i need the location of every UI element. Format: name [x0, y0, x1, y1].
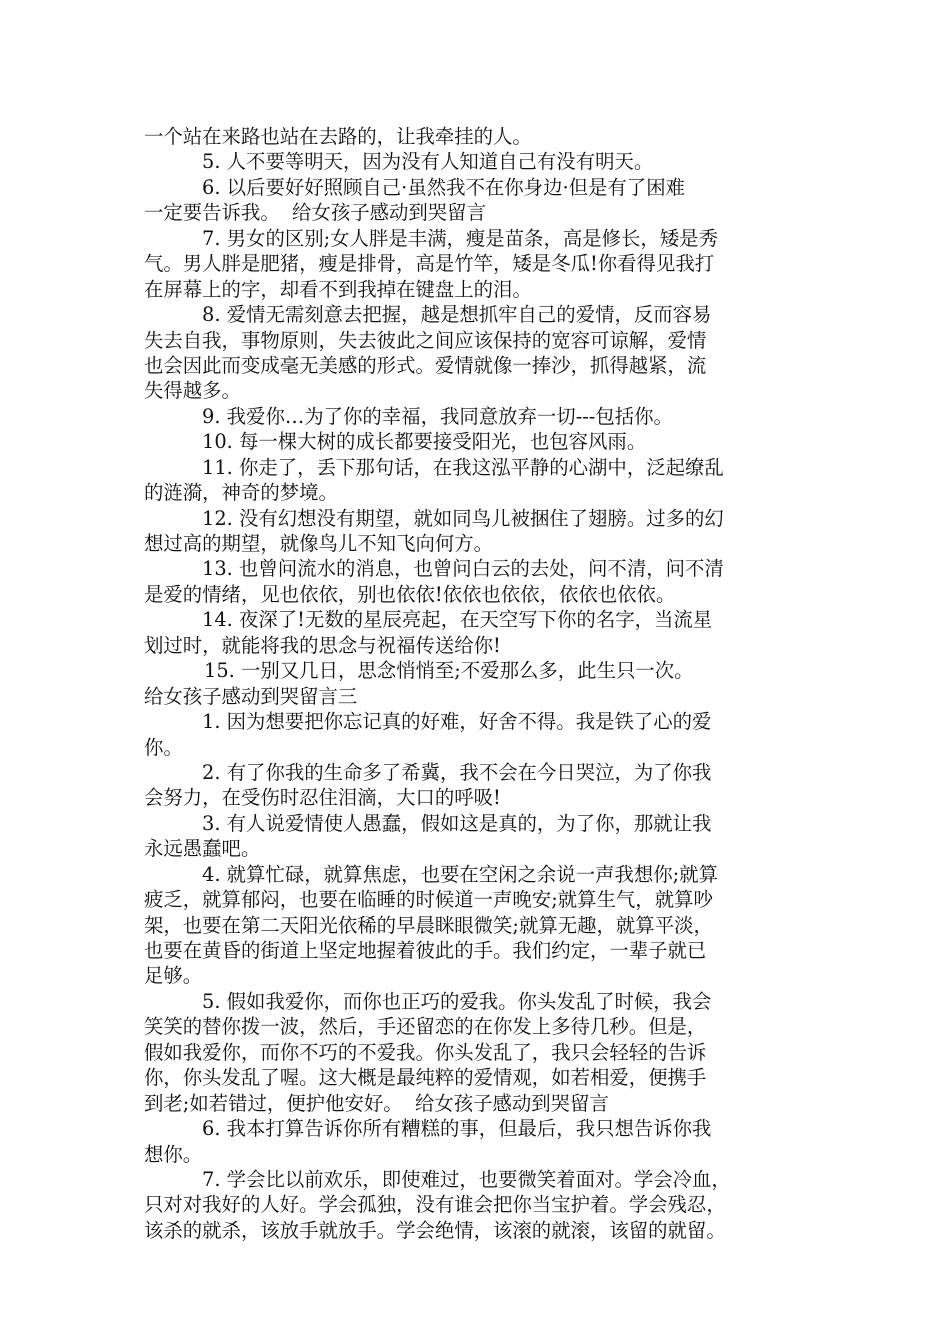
text-line: 一定要告诉我。 给女孩子感动到哭留言	[144, 201, 486, 225]
text-line: 假如我爱你，而你不巧的不爱我。你头发乱了，我只会轻轻的告诉	[144, 1040, 707, 1064]
text-line: 13. 也曾问流水的消息，也曾问白云的去处，问不清，问不清	[202, 557, 724, 581]
text-line: 12. 没有幻想没有期望，就如同鸟儿被捆住了翅膀。过多的幻	[202, 506, 724, 530]
text-line: 给女孩子感动到哭留言三	[144, 684, 358, 708]
text-line: 足够。	[144, 964, 203, 988]
text-line: 架，也要在第二天阳光依稀的早晨眯眼微笑;就算无趣，就算平淡，	[144, 913, 713, 937]
text-line: 笑笑的替你拨一波，然后，手还留恋的在你发上多待几秒。但是，	[144, 1015, 707, 1039]
text-line: 永远愚蠢吧。	[144, 837, 261, 861]
text-line: 4. 就算忙碌，就算焦虑，也要在空闲之余说一声我想你;就算	[202, 862, 718, 886]
text-line: 7. 男女的区别;女人胖是丰满，瘦是苗条，高是修长，矮是秀	[202, 226, 718, 250]
text-line: 想你。	[144, 1142, 203, 1166]
text-line: 5. 假如我爱你，而你也正巧的爱我。你头发乱了时候，我会	[202, 989, 712, 1013]
text-line: 在屏幕上的字，却看不到我掉在键盘上的泪。	[144, 277, 532, 301]
text-line: 5. 人不要等明天，因为没有人知道自己有没有明天。	[202, 150, 654, 174]
text-line: 8. 爱情无需刻意去把握，越是想抓牢自己的爱情，反而容易	[202, 303, 712, 327]
text-line: 3. 有人说爱情使人愚蠢，假如这是真的，为了你，那就让我	[202, 811, 712, 835]
text-line: 1. 因为想要把你忘记真的好难，好舍不得。我是铁了心的爱	[202, 710, 712, 734]
text-line: 9. 我爱你…为了你的幸福，我同意放弃一切---包括你。	[202, 404, 673, 428]
text-line: 失得越多。	[144, 379, 241, 403]
text-line: 14. 夜深了!无数的星辰亮起，在天空写下你的名字，当流星	[202, 608, 713, 632]
document-body	[144, 124, 824, 1243]
text-line: 会努力，在受伤时忍住泪滴，大口的呼吸!	[144, 786, 501, 810]
text-line: 的涟漪，神奇的梦境。	[144, 481, 338, 505]
text-line: 疲乏，就算郁闷，也要在临睡的时候道一声晚安;就算生气，就算吵	[144, 888, 713, 912]
text-line: 7. 学会比以前欢乐，即使难过，也要微笑着面对。学会冷血，	[202, 1167, 731, 1191]
text-line: 失去自我，事物原则，失去彼此之间应该保持的宽容可谅解，爱情	[144, 328, 707, 352]
text-line: 15. 一别又几日，思念悄悄至;不爱那么多，此生只一次。	[204, 659, 694, 683]
text-line: 只对对我好的人好。学会孤独，没有谁会把你当宝护着。学会残忍，	[144, 1193, 726, 1217]
text-line: 10. 每一棵大树的成长都要接受阳光，也包容风雨。	[202, 430, 647, 454]
text-line: 你。	[144, 735, 183, 759]
text-line: 你，你头发乱了喔。这大概是最纯粹的爱情观，如若相爱，便携手	[144, 1066, 707, 1090]
text-line: 该杀的就杀，该放手就放手。学会绝情，该滚的就滚，该留的就留。	[144, 1218, 726, 1242]
text-line: 是爱的情绪，见也依依，别也依依!依依也依依，依依也依依。	[144, 582, 676, 606]
text-line: 2. 有了你我的生命多了希冀，我不会在今日哭泣，为了你我	[202, 760, 712, 784]
text-line: 到老;如若错过，便护他安好。 给女孩子感动到哭留言	[144, 1091, 609, 1115]
text-line: 也要在黄昏的街道上坚定地握着彼此的手。我们约定，一辈子就已	[144, 939, 707, 962]
text-line: 也会因此而变成毫无美感的形式。爱情就像一捧沙，抓得越紧，流	[144, 353, 707, 377]
text-line: 6. 以后要好好照顾自己·虽然我不在你身边·但是有了困难	[202, 175, 685, 199]
text-line: 气。男人胖是肥猪，瘦是排骨，高是竹竿，矮是冬瓜!你看得见我打	[144, 252, 715, 276]
text-line: 划过时，就能将我的思念与祝福传送给你!	[144, 633, 501, 657]
text-line: 11. 你走了，丢下那句话，在我这泓平静的心湖中，泛起缭乱	[202, 455, 724, 479]
text-line: 想过高的期望，就像鸟儿不知飞向何方。	[144, 532, 494, 555]
text-line: 6. 我本打算告诉你所有糟糕的事，但最后，我只想告诉你我	[202, 1117, 712, 1141]
text-line: 一个站在来路也站在去路的，让我牵挂的人。	[144, 125, 532, 148]
